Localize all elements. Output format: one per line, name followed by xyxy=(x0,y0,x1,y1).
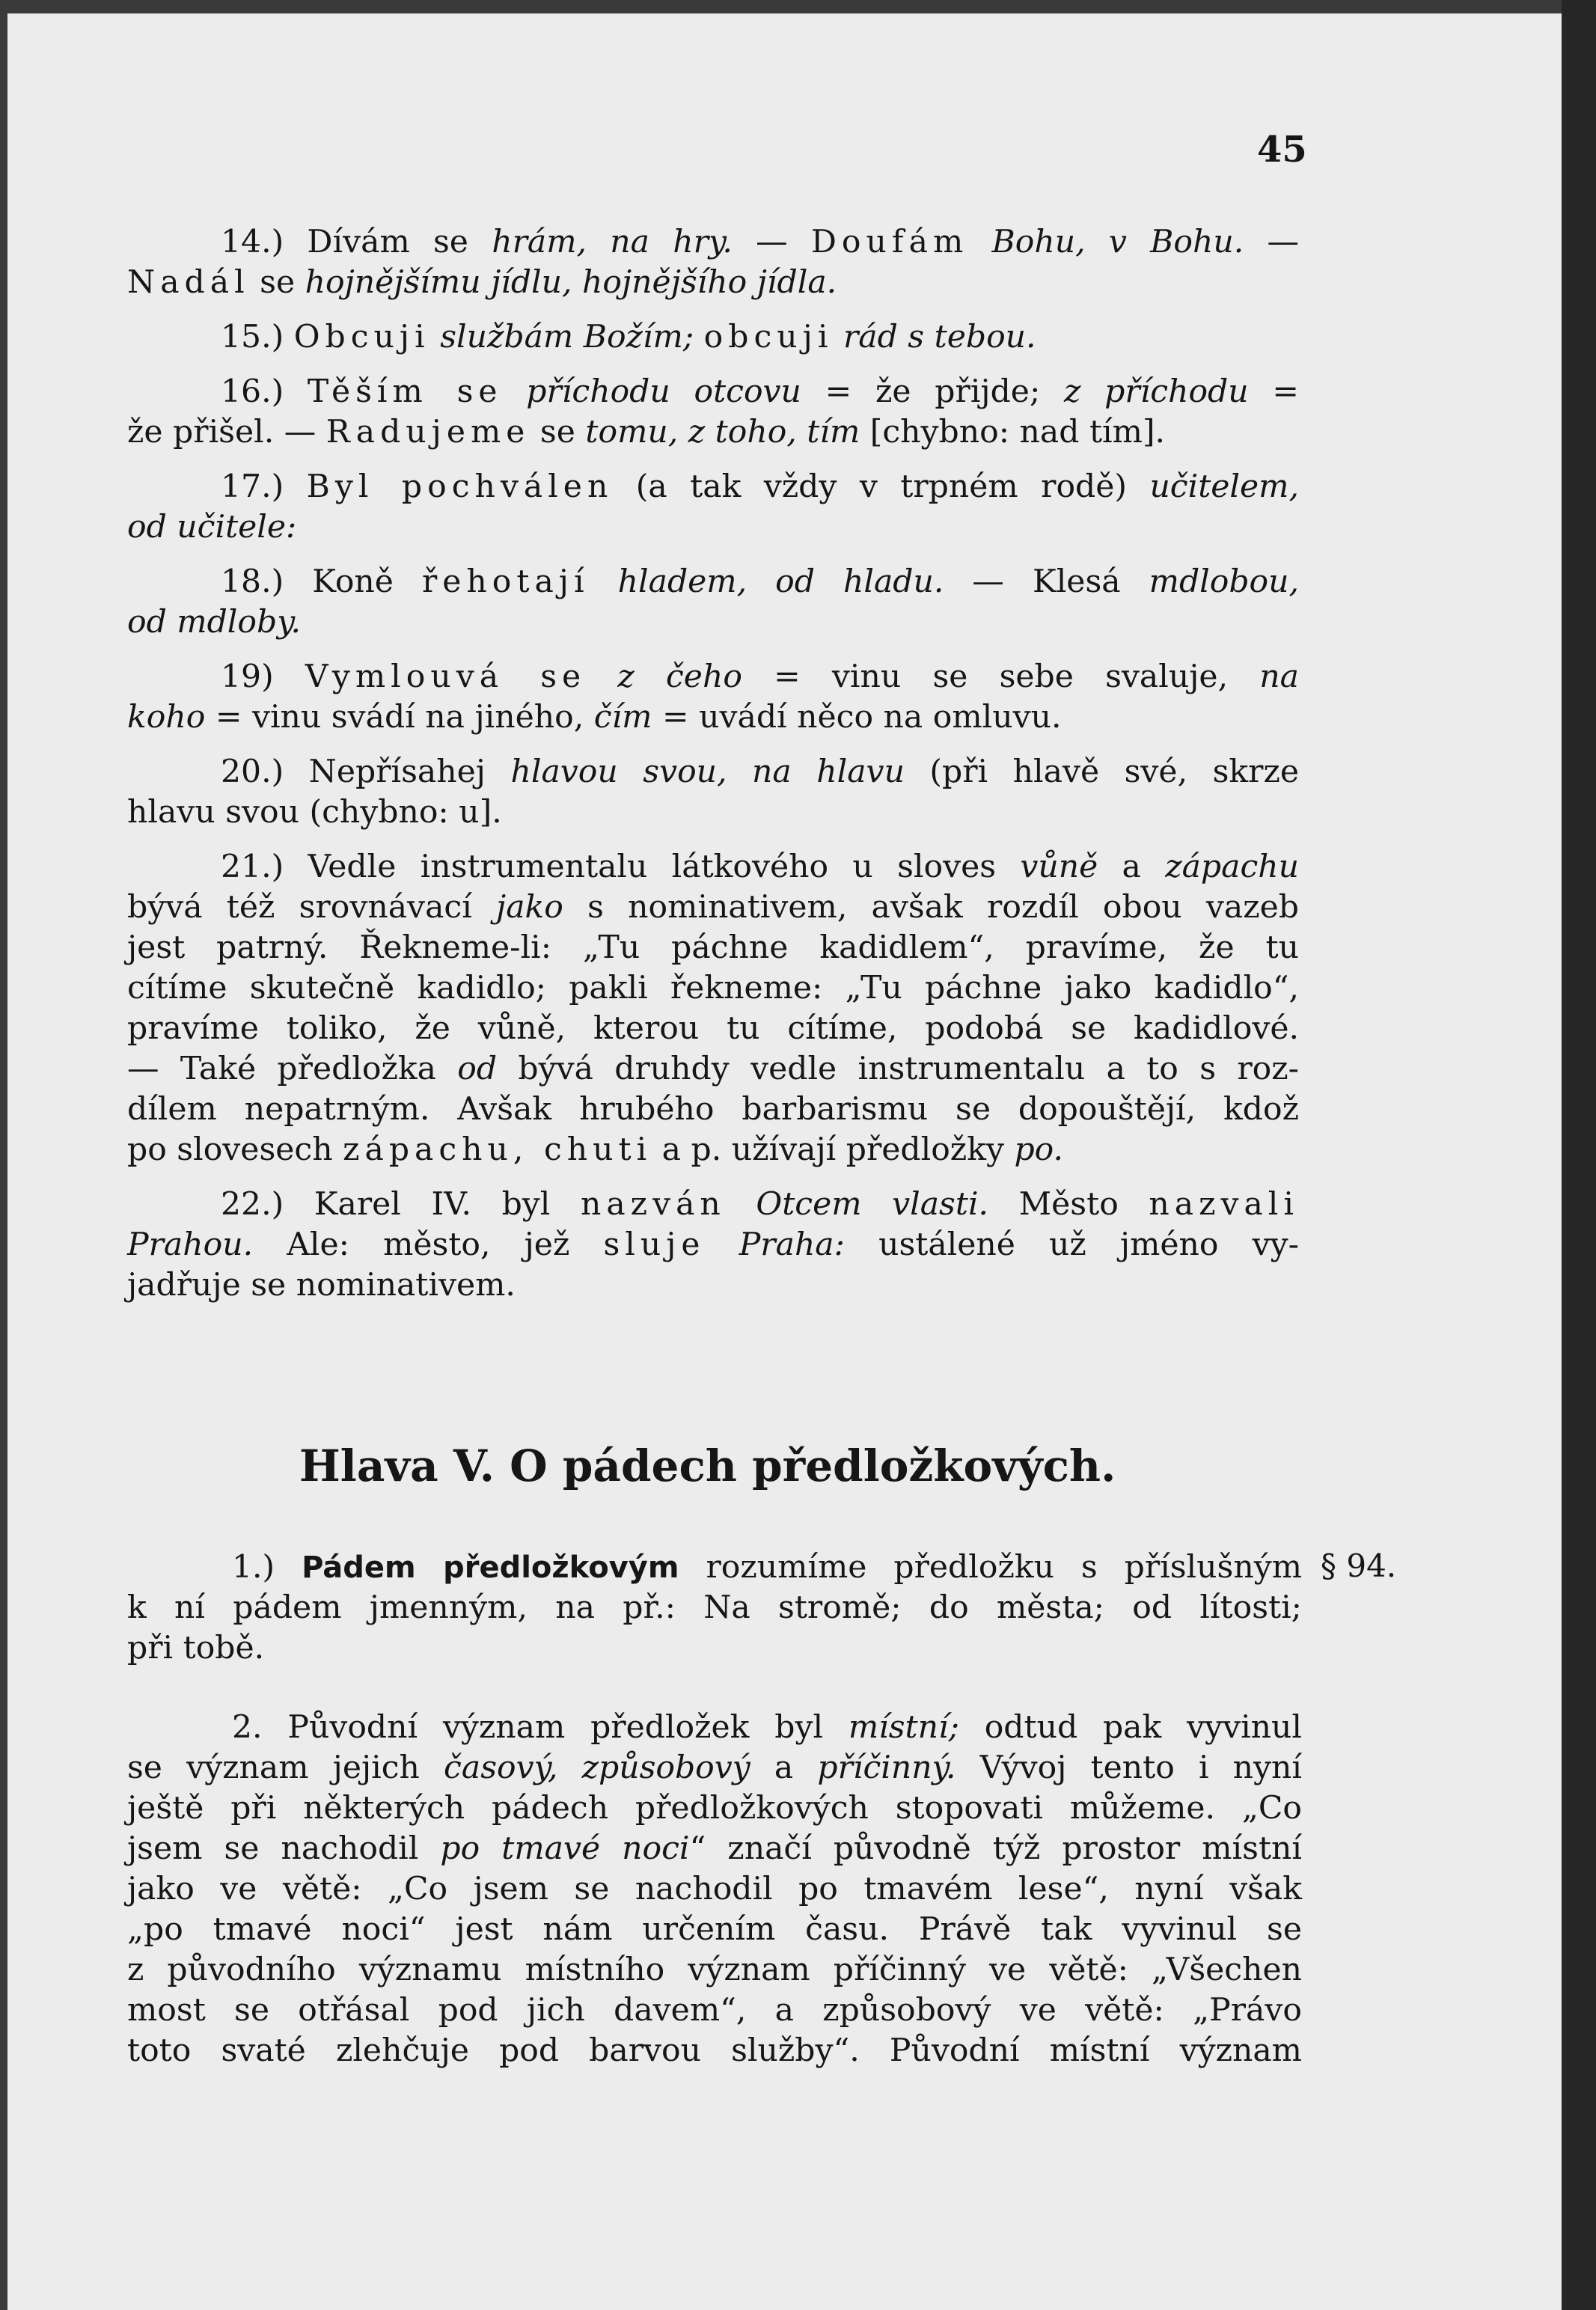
examples-block xyxy=(127,222,1299,1306)
scan-edge-top xyxy=(0,0,1596,13)
text-line: pravíme toliko, že vůně, kterou tu cítíme, podobá se kadidlové. xyxy=(127,1010,1299,1047)
text-line: 14.) Dívám se hrám, na hry. — Doufám Bohu, v Bohu. — xyxy=(221,224,1299,260)
text-line: jadřuje se nominativem. xyxy=(127,1267,516,1304)
text-line: k ní pádem jmenným, na př.: Na stromě; do města; od lítosti; xyxy=(127,1589,1302,1626)
text-line: že přišel. — Radujeme se tomu, z toho, tím [chybno: nad tím]. xyxy=(127,414,1166,450)
text-line: „po tmavé noci“ jest nám určením času. Právě tak vyvinul se xyxy=(127,1911,1302,1948)
text-line: most se otřásal pod jich davem“, a způsobový ve větě: „Právo xyxy=(127,1992,1302,2029)
text-line: 15.) Obcuji službám Božím; obcuji rád s tebou. xyxy=(221,319,1036,355)
text-line: se význam jejich časový, způsobový a příčinný. Vývoj tento i nyní xyxy=(127,1750,1303,1786)
text-line: — Také předložka od bývá druhdy vedle instrumentalu a to s roz- xyxy=(127,1051,1299,1087)
text-line: toto svaté zlehčuje pod barvou služby“. Původní místní význam xyxy=(127,2032,1302,2069)
text-line: po slovesech zápachu, chuti a p. užívají předložky po. xyxy=(127,1131,1064,1168)
page-number: 45 xyxy=(1257,129,1307,171)
text-line: Prahou. Ale: město, jež sluje Praha: ustálené už jméno vy- xyxy=(127,1226,1300,1263)
paragraph-18 xyxy=(127,562,1299,643)
paragraph-20 xyxy=(127,752,1299,833)
chapter-heading: Hlava V. O pádech předložkových. xyxy=(299,1440,1116,1491)
text-line: 19) Vymlouvá se z čeho = vinu se sebe svaluje, na xyxy=(221,659,1299,695)
section-reference: § 94. xyxy=(1321,1547,1397,1584)
paragraph-21 xyxy=(127,847,1299,1170)
scan-edge-right xyxy=(1562,0,1596,2310)
paragraph-15 xyxy=(127,317,1299,358)
text-line: hlavu svou (chybno: u]. xyxy=(127,794,502,831)
paragraph-16 xyxy=(127,372,1299,453)
text-line: bývá též srovnávací jako s nominativem, avšak rozdíl obou vazeb xyxy=(127,889,1299,926)
text-line: od mdloby. xyxy=(127,604,302,641)
chapter-block xyxy=(127,1547,1302,2071)
text-line: Nadál se hojnějšímu jídlu, hojnějšího jídla. xyxy=(127,264,837,301)
text-line: jako ve větě: „Co jsem se nachodil po tmavém lese“, nyní však xyxy=(127,1871,1302,1907)
text-line: 16.) Těším se příchodu otcovu = že přijde; z příchodu = xyxy=(221,373,1299,410)
text-line: při tobě. xyxy=(127,1630,265,1666)
text-line: koho = vinu svádí na jiného, čím = uvádí něco na omluvu. xyxy=(127,699,1062,736)
text-line: jsem se nachodil po tmavé noci“ značí původně týž prostor místní xyxy=(127,1830,1303,1867)
paragraph-17 xyxy=(127,467,1299,548)
scan-edge-left xyxy=(0,0,7,2310)
paragraph-22 xyxy=(127,1185,1299,1306)
text-line: ještě při některých pádech předložkových stopovati můžeme. „Co xyxy=(127,1790,1302,1827)
text-line: 18.) Koně řehotají hladem, od hladu. — Klesá mdlobou, xyxy=(221,563,1300,600)
paragraph-h2 xyxy=(127,1708,1302,2071)
paragraph-19 xyxy=(127,657,1299,738)
paragraph-14 xyxy=(127,222,1299,303)
paragraph-h1 xyxy=(127,1547,1302,1669)
text-line: 20.) Nepřísahej hlavou svou, na hlavu (při hlavě své, skrze xyxy=(221,754,1299,790)
text-line: od učitele: xyxy=(127,509,297,546)
text-line: 1.) Pádem předložkovým rozumíme předložku s příslušným xyxy=(232,1549,1302,1586)
text-line: z původního významu místního význam příčinný ve větě: „Všechen xyxy=(127,1952,1302,1988)
text-line: jest patrný. Řekneme-li: „Tu páchne kadidlem“, pravíme, že tu xyxy=(127,929,1299,966)
text-line: 22.) Karel IV. byl nazván Otcem vlasti. Město nazvali xyxy=(221,1186,1299,1223)
text-line: dílem nepatrným. Avšak hrubého barbarismu se dopouštějí, kdož xyxy=(127,1091,1299,1128)
text-line: cítíme skutečně kadidlo; pakli řekneme: „Tu páchne jako kadidlo“, xyxy=(127,970,1299,1006)
text-line: 17.) Byl pochválen (a tak vždy v trpném rodě) učitelem, xyxy=(221,468,1299,505)
text-line: 2. Původní význam předložek byl místní; odtud pak vyvinul xyxy=(232,1709,1303,1746)
text-line: 21.) Vedle instrumentalu látkového u sloves vůně a zápachu xyxy=(221,849,1300,885)
